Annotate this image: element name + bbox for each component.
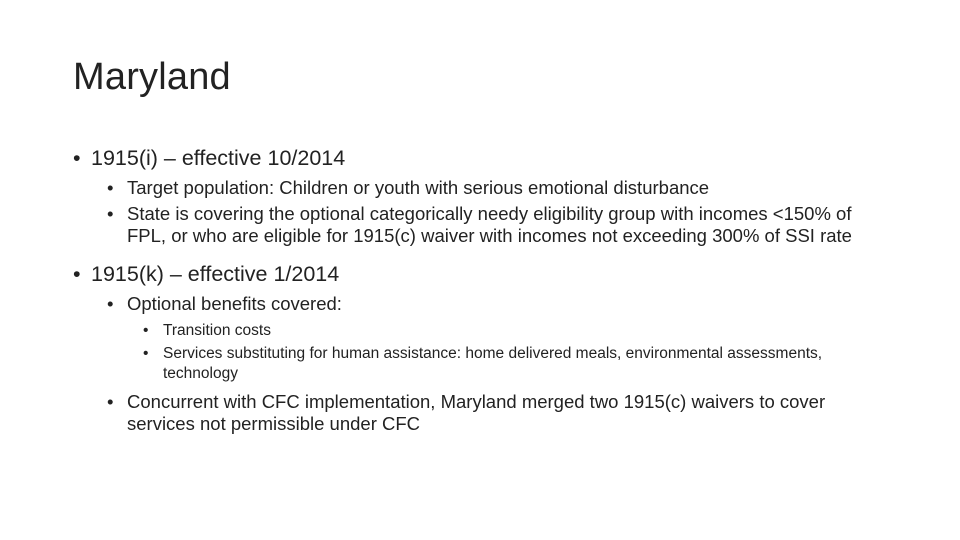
bullet-icon: • [107,391,114,412]
sub-list-item-text: Services substituting for human assistance: home delivered meals, environmental assessments, technology [163,345,823,382]
bullet-icon: • [143,345,149,362]
list-item [107,391,893,435]
list-item [107,293,893,315]
sub-list-item [143,321,893,341]
bullet-icon: • [107,293,114,314]
bullet-icon: • [73,262,81,286]
sub-list-item [143,344,893,384]
list-item-text: State is covering the optional categorically needy eligibility group with incomes <150% of FPL, or who are eligible for 1915(c) waiver with incomes not exceeding 300% of SSI rate [127,203,852,246]
bullet-icon: • [107,177,114,198]
list-item [107,177,893,199]
slide-content [73,145,893,435]
bullet-icon: • [143,322,149,339]
section-heading-text: 1915(k) – effective 1/2014 [91,262,340,286]
list-item-text: Target population: Children or youth with serious emotional disturbance [127,177,710,198]
sub-list-item-text: Transition costs [163,322,271,339]
bullet-icon: • [73,146,81,170]
slide-title: Maryland [73,56,231,98]
bullet-icon: • [107,203,114,224]
list-item [107,203,893,247]
section-heading-1915i [73,145,893,171]
section-heading-1915k [73,261,893,287]
section-heading-text: 1915(i) – effective 10/2014 [91,146,346,170]
list-item-text: Concurrent with CFC implementation, Maryland merged two 1915(c) waivers to cover services not permissible under CFC [127,391,826,434]
list-item-text: Optional benefits covered: [127,293,342,314]
